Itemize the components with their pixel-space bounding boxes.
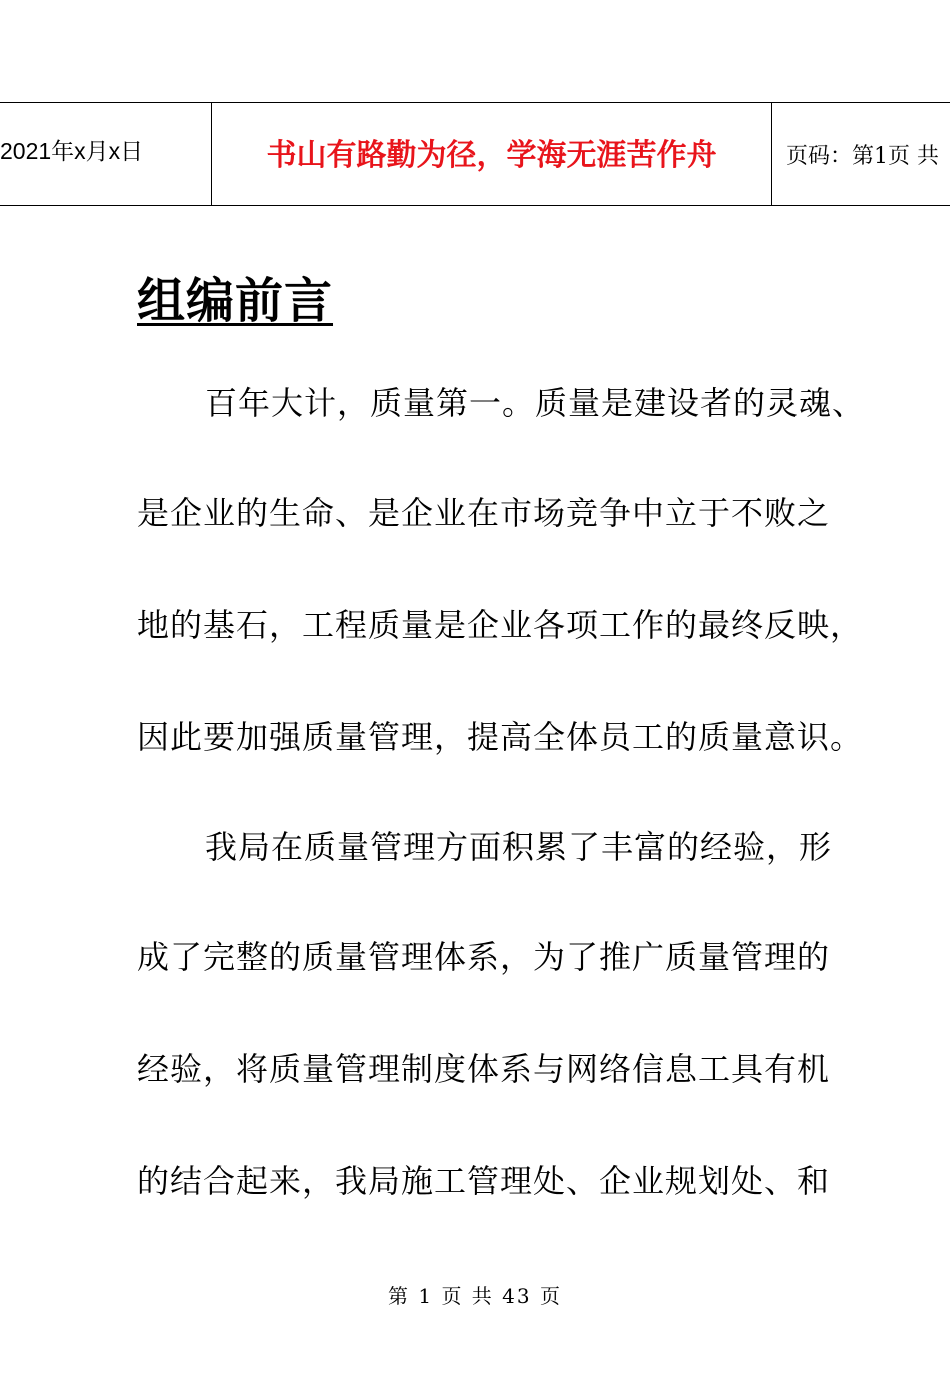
paragraph-1-line-2: 是企业的生命、是企业在市场竞争中立于不败之 <box>137 494 831 532</box>
paragraph-2-line-4: 的结合起来，我局施工管理处、企业规划处、和 <box>137 1162 831 1200</box>
paragraph-1-line-4: 因此要加强质量管理，提高全体员工的质量意识。 <box>137 718 864 756</box>
paragraph-1-line-3: 地的基石，工程质量是企业各项工作的最终反映， <box>137 606 864 644</box>
document-title: 组编前言 <box>137 273 334 329</box>
header-page-info: 页码：第1页 共 <box>786 143 939 169</box>
paragraph-1-line-1: 百年大计，质量第一。质量是建设者的灵魂、 <box>205 384 866 422</box>
header-motto: 书山有路勤为径，学海无涯苦作舟 <box>212 103 772 205</box>
paragraph-2-line-3: 经验，将质量管理制度体系与网络信息工具有机 <box>137 1050 831 1088</box>
paragraph-2-line-1: 我局在质量管理方面积累了丰富的经验，形 <box>205 828 833 866</box>
page-header <box>0 102 950 206</box>
page-footer: 第 1 页 共 43 页 <box>388 1284 562 1308</box>
header-date: 2021年x月x日 <box>0 103 212 205</box>
paragraph-2-line-2: 成了完整的质量管理体系，为了推广质量管理的 <box>137 938 831 976</box>
